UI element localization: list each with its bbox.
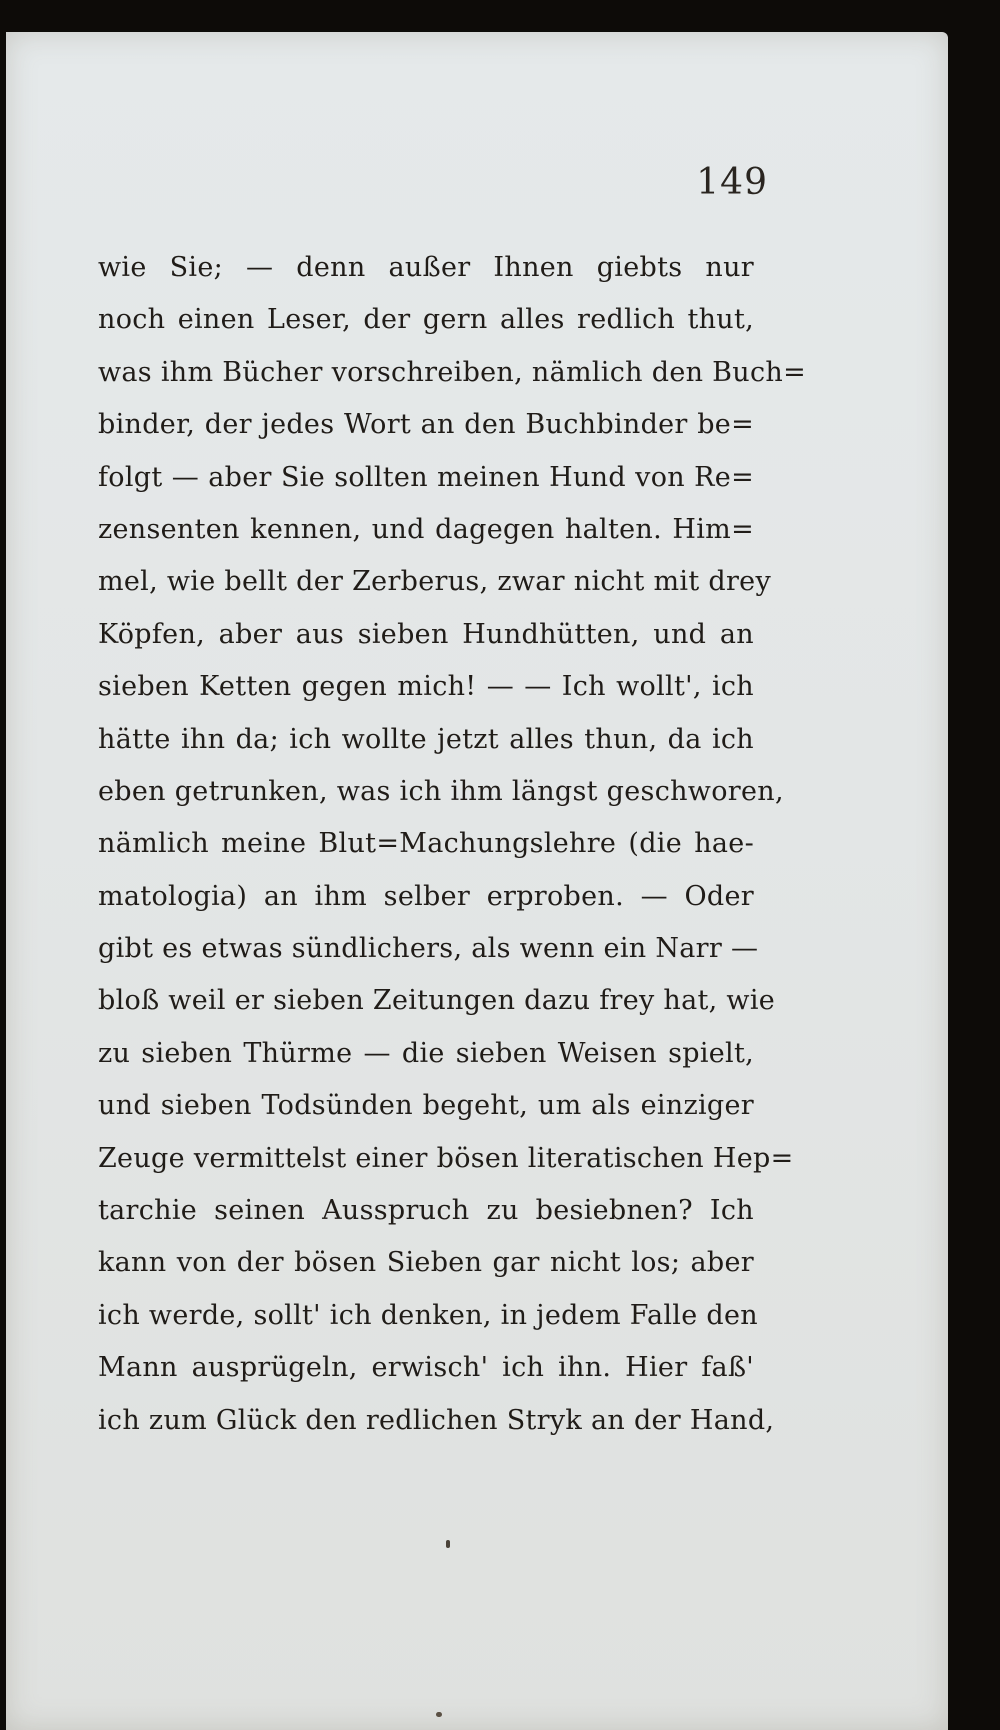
text-line: matologia) an ihm selber erproben. — Oder bbox=[98, 880, 754, 912]
ink-speck bbox=[436, 1712, 442, 1717]
text-line: kann von der bösen Sieben gar nicht los; aber bbox=[98, 1247, 754, 1279]
text-line: mel, wie bellt der Zerberus, zwar nicht mit drey bbox=[98, 566, 772, 598]
text-line: was ihm Bücher vorschreiben, nämlich den Buch= bbox=[98, 356, 807, 388]
text-line: sieben Ketten gegen mich! — — Ich wollt', ich bbox=[98, 671, 754, 703]
text-line: bloß weil er sieben Zeitungen dazu frey hat, wie bbox=[98, 985, 776, 1017]
text-line: hätte ihn da; ich wollte jetzt alles thun, da ich bbox=[98, 723, 754, 755]
text-line: ich werde, sollt' ich denken, in jedem Falle den bbox=[98, 1299, 758, 1331]
book-page bbox=[6, 32, 948, 1730]
text-line: zensenten kennen, und dagegen halten. Him= bbox=[98, 513, 754, 545]
page-number: 149 bbox=[696, 162, 768, 203]
text-line: gibt es etwas sündlichers, als wenn ein Narr — bbox=[98, 933, 759, 965]
text-line: eben getrunken, was ich ihm längst geschworen, bbox=[98, 775, 784, 807]
ink-speck bbox=[446, 1540, 450, 1548]
text-line: und sieben Todsünden begeht, um als einziger bbox=[98, 1090, 754, 1122]
text-line: folgt — aber Sie sollten meinen Hund von Re= bbox=[98, 461, 754, 493]
text-line: nämlich meine Blut=Machungslehre (die hae- bbox=[98, 828, 754, 860]
text-line: wie Sie; — denn außer Ihnen giebts nur bbox=[98, 252, 754, 283]
text-line: noch einen Leser, der gern alles redlich thut, bbox=[98, 304, 754, 336]
text-line: Zeuge vermittelst einer bösen literatischen Hep= bbox=[98, 1142, 794, 1174]
text-line: zu sieben Thürme — die sieben Weisen spielt, bbox=[98, 1037, 754, 1069]
text-line: tarchie seinen Ausspruch zu besiebnen? Ich bbox=[98, 1195, 754, 1227]
text-line: binder, der jedes Wort an den Buchbinder be= bbox=[98, 409, 754, 441]
text-line: ich zum Glück den redlichen Stryk an der Hand, bbox=[98, 1404, 775, 1436]
text-line: Köpfen, aber aus sieben Hundhütten, und an bbox=[98, 618, 754, 650]
text-line: Mann ausprügeln, erwisch' ich ihn. Hier faß' bbox=[98, 1352, 754, 1384]
body-text bbox=[98, 242, 807, 1447]
